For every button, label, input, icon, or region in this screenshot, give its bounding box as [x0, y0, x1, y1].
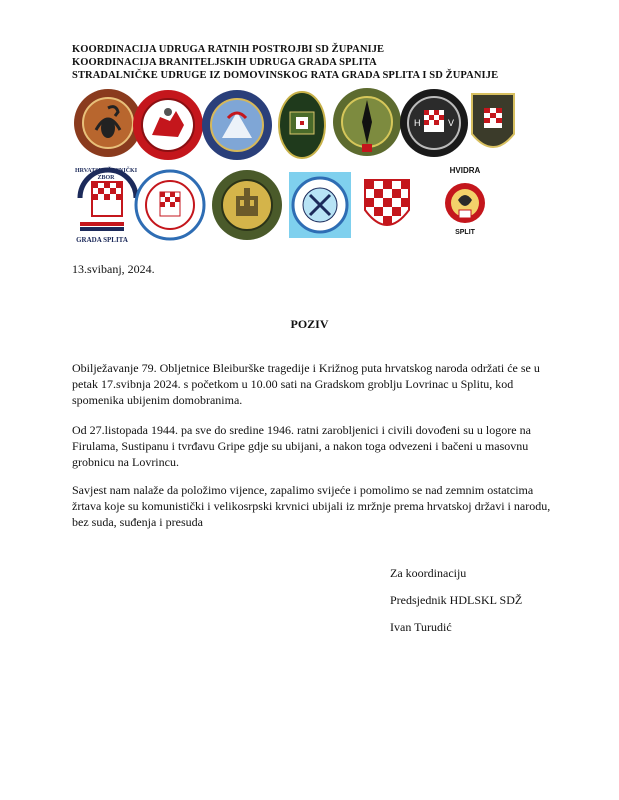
shield-badge-icon — [279, 92, 325, 158]
letter-title: POZIV — [290, 317, 329, 331]
knight-badge-icon — [133, 90, 203, 160]
signature-name: Ivan Turudić — [390, 620, 452, 634]
casnicki-bottom-label: GRADA SPLITA — [76, 236, 128, 244]
hvidra-badge-icon — [445, 183, 485, 223]
brigade-badge-icon — [202, 90, 272, 160]
special-unit-badge-icon — [333, 88, 401, 156]
casnicki-arc-label: HRVATSKI ČASNIČKI ZBOR — [74, 168, 138, 181]
disabled-veterans-badge-icon — [289, 172, 351, 238]
signature-line-2: Predsjednik HDLSKL SDŽ — [390, 593, 523, 607]
veterans-association-badge-icon — [136, 171, 204, 239]
header-line-3: STRADALNIČKE UDRUGE IZ DOMOVINSKOG RATA GRADA SPLITA I SD ŽUPANIJE — [72, 70, 499, 81]
svg-text:V: V — [448, 118, 455, 128]
hvidra-bottom-label: SPLIT — [455, 229, 475, 236]
letter-date: 13.svibanj, 2024. — [72, 262, 155, 276]
svg-text:H: H — [414, 118, 421, 128]
home-guard-badge-icon — [212, 170, 282, 240]
hvidra-top-label: HVIDRA — [449, 166, 481, 175]
body-paragraph-1: Obilježavanje 79. Obljetnice Bleiburške tragedije i Križnog puta hrvatskog naroda održati će se u petak 17.svibnja 2024. s početkom u 10.00 sati na Gradskom groblju Lovrinac u Splitu, kod spomenika ubijenim domobranima. — [72, 361, 540, 407]
croatian-checkerboard-icon — [365, 180, 409, 225]
body-paragraph-2: Od 27.listopada 1944. pa sve do sredine 1946. ratni zarobljenici i civili dovođeni su u logore na Firulama, Sustipanu i tvrđavu Gripe gdje su ubijani, a nakon toga odvezeni i bačeni u masovnu grobnicu na Lovrincu. — [72, 423, 531, 469]
header-line-1: KOORDINACIJA UDRUGA RATNIH POSTROJBI SD ŽUPANIJE — [72, 44, 385, 55]
header-line-2: KOORDINACIJA BRANITELJSKIH UDRUGA GRADA SPLITA — [72, 57, 377, 68]
scorpion-badge-icon — [74, 89, 142, 157]
military-police-badge-icon — [472, 94, 514, 147]
body-paragraph-3: Savjest nam nalaže da položimo vijence, zapalimo svijeće i pomolimo se nad zemnim ostatcima žrtava koje su komunistički i velikosrpski krvnici ubijali iz mržnje prema hrvatskoj državi i narodu, bez suda, suđenja i presuda — [72, 483, 551, 529]
hv-badge-icon — [400, 89, 468, 157]
association-logos — [0, 0, 619, 260]
signature-line-1: Za koordinaciju — [390, 566, 467, 580]
